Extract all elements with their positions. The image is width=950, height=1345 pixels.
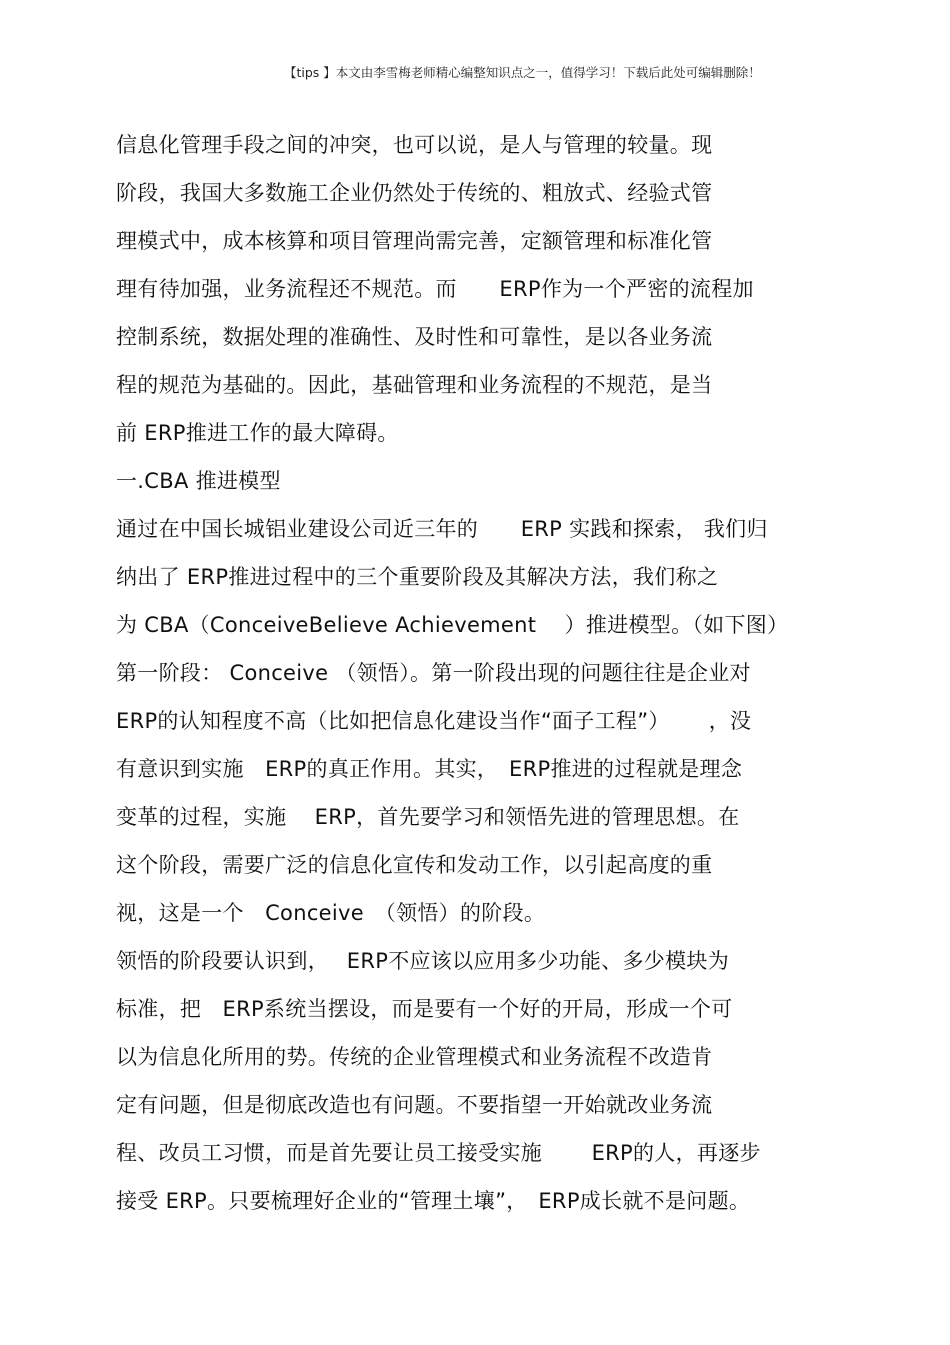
text-line: 视，这是一个 Conceive （领悟）的阶段。 xyxy=(116,901,546,925)
text-line: 前 ERP推进工作的最大障碍。 xyxy=(116,421,399,445)
text-line: 理模式中，成本核算和项目管理尚需完善，定额管理和标准化管 xyxy=(116,229,713,253)
text-line: 接受 ERP。只要梳理好企业的“管理土壤”， ERP成长就不是问题。 xyxy=(116,1189,751,1213)
tips-header: 【tips 】本文由李雪梅老师精心编整知识点之一，值得学习！下载后此处可编辑删除！ xyxy=(284,65,761,80)
text-line: 这个阶段，需要广泛的信息化宣传和发动工作，以引起高度的重 xyxy=(116,853,713,877)
text-line: ERP的认知程度不高（比如把信息化建设当作“面子工程”） ，没 xyxy=(116,709,752,733)
text-line: 程的规范为基础的。因此，基础管理和业务流程的不规范，是当 xyxy=(116,373,713,397)
section-heading: 一.CBA 推进模型 xyxy=(116,469,281,493)
text-line: 阶段，我国大多数施工企业仍然处于传统的、粗放式、经验式管 xyxy=(116,181,713,205)
text-line: 控制系统，数据处理的准确性、及时性和可靠性，是以各业务流 xyxy=(116,325,713,349)
text-line: 第一阶段： Conceive （领悟）。第一阶段出现的问题往往是企业对 xyxy=(116,661,751,685)
text-line: 标准，把 ERP系统当摆设，而是要有一个好的开局，形成一个可 xyxy=(116,997,733,1021)
text-line: 理有待加强，业务流程还不规范。而 ERP作为一个严密的流程加 xyxy=(116,277,754,301)
text-line: 通过在中国长城铝业建设公司近三年的 ERP 实践和探索， 我们归 xyxy=(116,517,768,541)
text-line: 定有问题，但是彻底改造也有问题。不要指望一开始就改业务流 xyxy=(116,1093,713,1117)
text-line: 信息化管理手段之间的冲突，也可以说，是人与管理的较量。现 xyxy=(116,133,713,157)
text-line: 领悟的阶段要认识到， ERP不应该以应用多少功能、多少模块为 xyxy=(116,949,729,973)
text-line: 为 CBA（ConceiveBelieve Achievement ）推进模型。（如下图） xyxy=(116,613,789,637)
text-line: 程、改员工习惯，而是首先要让员工接受实施 ERP的人，再逐步 xyxy=(116,1141,761,1165)
text-line: 纳出了 ERP推进过程中的三个重要阶段及其解决方法，我们称之 xyxy=(116,565,719,589)
text-line: 有意识到实施 ERP的真正作用。其实， ERP推进的过程就是理念 xyxy=(116,757,743,781)
text-line: 变革的过程，实施 ERP，首先要学习和领悟先进的管理思想。在 xyxy=(116,805,740,829)
text-line: 以为信息化所用的势。传统的企业管理模式和业务流程不改造肯 xyxy=(116,1045,713,1069)
